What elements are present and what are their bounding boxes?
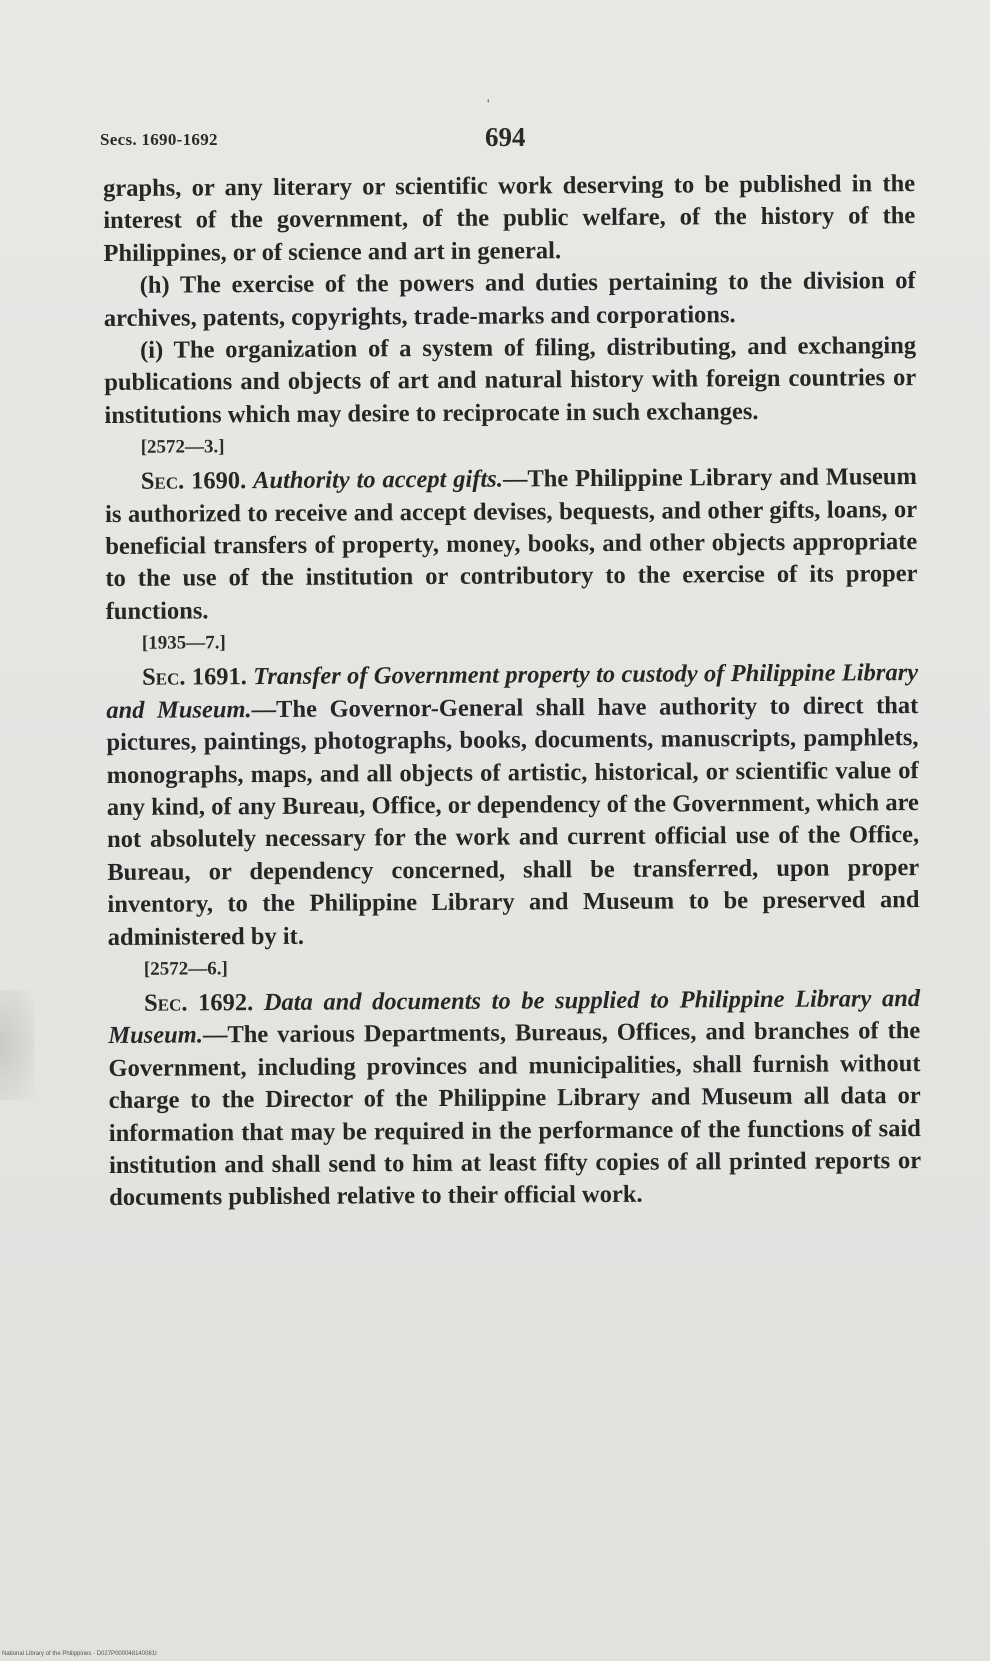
scan-smudge <box>0 990 34 1100</box>
section-range: Secs. 1690-1692 <box>100 130 218 149</box>
running-head <box>100 122 915 162</box>
section-body: —The Governor-General shall have authority to direct that pictures, paintings, photographs, books, documents, manuscripts, pamphlets, monographs, maps, and all objects of artistic, historical, or scientific value of any kind, of any Bureau, Office, or dependency of the Government, which are not absolutely necessary for the work and current official use of the Office, Bureau, or dependency concerned, shall be transferred, upon proper inventory, to the Philippine Library and Museum to be preserved and administered by it. <box>106 691 920 951</box>
clause-i-marker: (i) <box>140 336 164 364</box>
section-title: Authority to accept gifts. <box>252 465 503 495</box>
source-note: [2572—3.] <box>140 436 225 459</box>
scan-credit: National Library of the Philippines · D027P000048140081I <box>2 1651 157 1657</box>
page-number: 694 <box>485 122 526 152</box>
section-body: —The Philippine Library and Museum is authorized to receive and accept devises, bequests, and other gifts, loans, or beneficial transfers of property, money, books, and other objects appropriate to the use of the institution or contributory to the exercise of its proper functions. <box>105 463 918 625</box>
print-mark: ' <box>487 96 490 111</box>
clause-i-text: The organization of a system of filing, distributing, and exchanging publications and objects of art and natural history with foreign countries or institutions which may desire to reciprocate in such exchanges. <box>104 332 917 429</box>
continued-paragraph: graphs, or any literary or scientific work deserving to be published in the interest of the government, of the public welfare, of the history of the Philippines, or of science and art in general. <box>103 170 916 267</box>
clause-i <box>104 330 917 432</box>
page-body <box>103 168 921 1215</box>
section-1691 <box>106 657 920 954</box>
source-note: [1935—7.] <box>141 632 226 655</box>
clause-h-marker: (h) <box>139 271 170 299</box>
source-note: [2572—6.] <box>143 958 228 980</box>
section-body: —The various Departments, Bureaus, Offices, and branches of the Government, including provinces and municipalities, shall furnish without charge to the Director of the Philippine Library and Museum all data or information that may be required in the performance of the functions of said institution and shall send to him at least fifty copies of all printed reports or documents published relative to their official work. <box>108 1017 922 1212</box>
section-label: Sec. 1691. <box>142 663 247 692</box>
section-1690 <box>105 461 918 628</box>
section-label: Sec. 1690. <box>140 467 247 496</box>
clause-h-text: The exercise of the powers and duties pertaining to the division of archives, patents, copyrights, trade-marks and corporations. <box>103 267 916 332</box>
clause-h <box>104 265 916 335</box>
section-title: Transfer of Government property to custody of Philippine Library and Museum. <box>106 659 919 724</box>
section-1692 <box>108 983 921 1215</box>
section-title: Data and documents to be supplied to Philippine Library and Museum. <box>108 984 921 1050</box>
section-label: Sec. 1692. <box>143 989 254 1017</box>
